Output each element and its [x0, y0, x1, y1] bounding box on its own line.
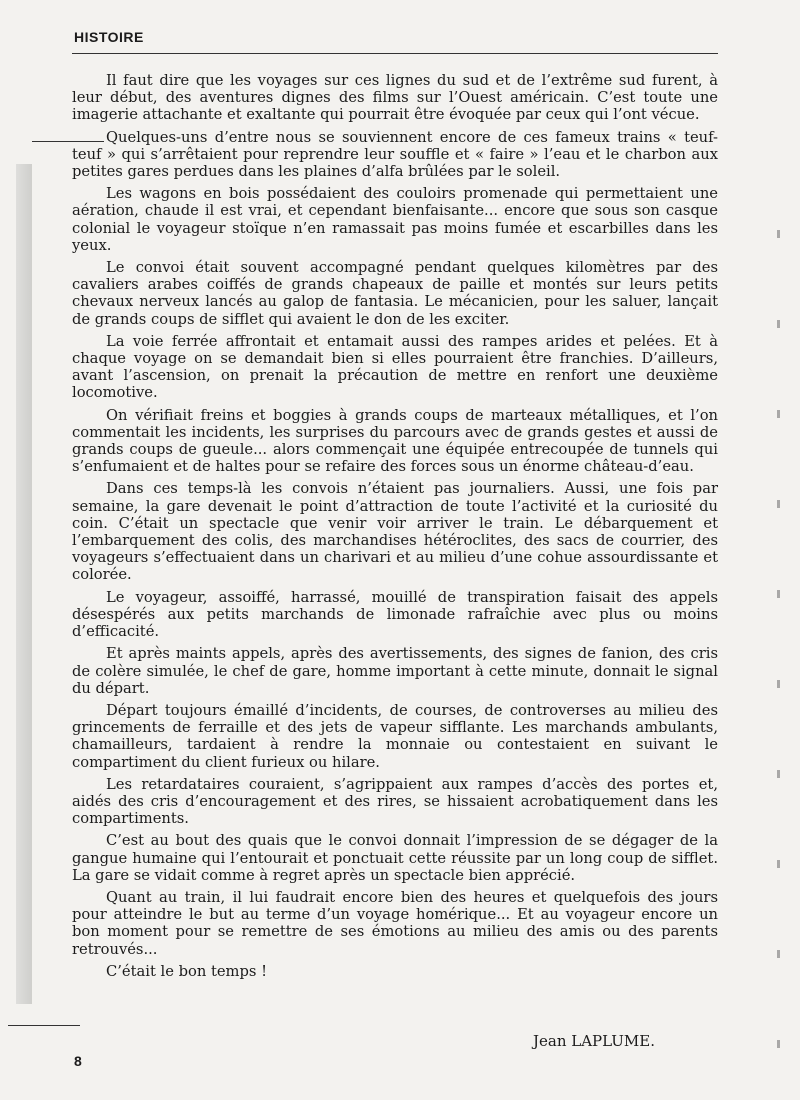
- article-body: [72, 72, 718, 985]
- scan-edge-marks: [777, 190, 780, 1050]
- paragraph-10: Départ toujours émaillé d’incidents, de courses, de controverses au milieu des grincements de ferraille et des jets de vapeur sifflante. Les marchands ambulants, chamailleurs, tardaient à rendre la monnaie ou contestaient en suivant le compartiment du client furieux ou hilare.: [72, 701, 718, 771]
- page-number: 8: [74, 1053, 82, 1069]
- paragraph-7: Dans ces temps-là les convois n’étaient pas journaliers. Aussi, une fois par semaine, la gare devenait le point d’attraction de toute l’activité et la curiosité du coin. C’était un spectacle que venir voir arriver le train. Le débarquement et l’embarquement des colis, des marchandises hétéroclites, des sacs de courrier, des voyageurs s’effectuaient dans un charivari et au milieu d’une cohue assourdissante et colorée.: [72, 480, 718, 584]
- header-rule: [72, 53, 718, 54]
- section-header: HISTOIRE: [74, 29, 144, 45]
- paragraph-4: Le convoi était souvent accompagné pendant quelques kilomètres par des cavaliers arabes coiffés de grands chapeaux de paille et montés sur leurs petits chevaux nerveux lancés au galop de fantasia. Le mécanicien, pour les saluer, lançait de grands coups de sifflet qui avaient le don de les exciter.: [72, 259, 718, 328]
- paragraph-1: Il faut dire que les voyages sur ces lignes du sud et de l’extrême sud furent, à leur début, des aventures dignes des films sur l’Ouest américain. C’est toute une imagerie attachante et exaltante qui pourrait être évoquée par ceux qui l’ont vécue.: [72, 72, 718, 124]
- paragraph-11: Les retardataires couraient, s’agrippaient aux rampes d’accès des portes et, aidés des cris d’encouragement et des rires, se hissaient acrobatiquement dans les compartiments.: [72, 775, 718, 828]
- paragraph-12: C’est au bout des quais que le convoi donnait l’impression de se dégager de la gangue humaine qui l’entourait et ponctuait cette réussite par un long coup de sifflet. La gare se vidait comme à regret après un spectacle bien apprécié.: [72, 832, 718, 884]
- paragraph-13: Quant au train, il lui faudrait encore bien des heures et quelquefois des jours pour atteindre le but au terme d’un voyage homérique... Et au voyageur encore un bon moment pour se remettre de ses émotions au milieu des amis ou des parents retrouvés...: [72, 888, 718, 958]
- paragraph-6: On vérifiait freins et boggies à grands coups de marteaux métalliques, et l’on commentait les incidents, les surprises du parcours avec de grands gestes et aussi de grands coups de gueule... alors commençait une équipée entrecoupée de tunnels qui s’enfumaient et de haltes pour se refaire des forces sous un énorme château-d’eau.: [72, 406, 718, 476]
- paragraph-2: Quelques-uns d’entre nous se souviennent encore de ces fameux trains « teuf-teuf » qui s’arrêtaient pour reprendre leur souffle et « faire » l’eau et le charbon aux petites gares perdues dans les plaines d’alfa brûlées par le soleil.: [72, 128, 718, 181]
- paragraph-5: La voie ferrée affrontait et entamait aussi des rampes arides et pelées. Et à chaque voyage on se demandait bien si elles pourraient être franchies. D’ailleurs, avant l’ascension, on prenait la précaution de mettre en renfort une deuxième locomotive.: [72, 332, 718, 402]
- author-signature: Jean LAPLUME.: [533, 1032, 656, 1050]
- paragraph-14: C’était le bon temps !: [106, 962, 267, 980]
- margin-rule-bottom: [8, 1025, 80, 1026]
- paragraph-8: Le voyageur, assoiffé, harrassé, mouillé de transpiration faisait des appels désespérés aux petits marchands de limonade rafraîchie avec plus ou moins d’efficacité.: [72, 588, 718, 641]
- paragraph-9: Et après maints appels, après des avertissements, des signes de fanion, des cris de colère simulée, le chef de gare, homme important à cette minute, donnait le signal du départ.: [72, 645, 718, 697]
- paragraph-3: Les wagons en bois possédaient des couloirs promenade qui permettaient une aération, chaude il est vrai, et cependant bienfaisante... encore que sous son casque colonial le voyageur stoïque n’en ramassait pas moins fumée et escarbilles dans les yeux.: [72, 185, 718, 254]
- binding-shadow: [16, 164, 32, 1004]
